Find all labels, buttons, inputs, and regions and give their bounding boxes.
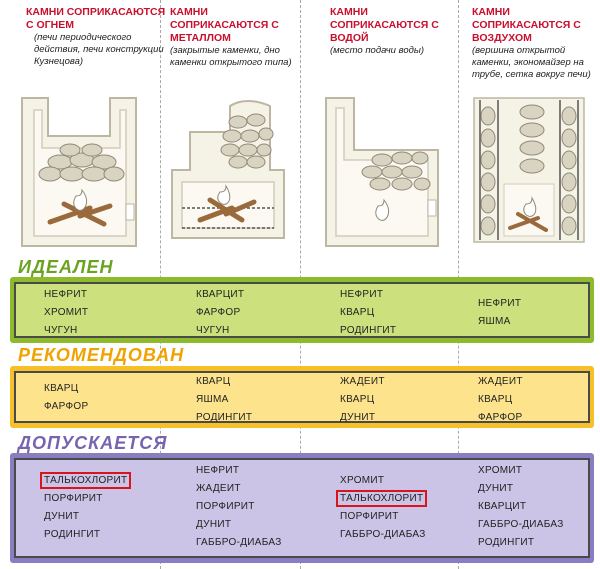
stone-name: ПОРФИРИТ <box>44 493 103 504</box>
stone-name: КВАРЦ <box>44 383 79 394</box>
stone-name: ЖАДЕИТ <box>478 376 523 387</box>
cell-recommended-fire <box>44 380 88 416</box>
cell-ideal-water <box>340 286 396 340</box>
column-title: КАМНИ СОПРИКАСАЮТСЯ С МЕТАЛЛОМ <box>170 6 279 44</box>
column-header-metal <box>170 6 300 69</box>
stone-name: КВАРЦ <box>478 394 513 405</box>
stone-name: КВАРЦ <box>196 376 231 387</box>
stone-name: ФАРФОР <box>478 412 523 423</box>
stone-name: ЖАДЕИТ <box>340 376 385 387</box>
stone-name: РОДИНГИТ <box>196 412 253 423</box>
stone-name: ФАРФОР <box>44 401 89 412</box>
column-header-water <box>330 6 455 57</box>
stone-name: ЯШМА <box>478 316 511 327</box>
cell-recommended-air <box>478 373 523 427</box>
stone-name: ХРОМИТ <box>340 475 385 486</box>
column-note: (вершина открытой каменки, экономайзер на трубе, сетка вокруг печи) <box>472 45 591 80</box>
stone-name: ЧУГУН <box>196 325 230 336</box>
column-title: КАМНИ СОПРИКАСАЮТСЯ С ВОЗДУХОМ <box>472 6 581 44</box>
stone-name: НЕФРИТ <box>44 289 88 300</box>
section-label-ideal: ИДЕАЛЕН <box>18 257 114 277</box>
column-header-air <box>472 6 596 81</box>
stone-name: КВАРЦ <box>340 307 375 318</box>
column-note: (печи периодического действия, печи конструкции Кузнецова) <box>34 32 164 67</box>
stone-name: РОДИНГИТ <box>478 537 535 548</box>
stone-name: ДУНИТ <box>196 519 232 530</box>
stone-name: НЕФРИТ <box>340 289 384 300</box>
stone-name: ЧУГУН <box>44 325 78 336</box>
cell-allowed-water <box>336 472 427 544</box>
highlighted-stone-name: ТАЛЬКОХЛОРИТ <box>40 472 131 489</box>
stone-name: ПОРФИРИТ <box>196 501 255 512</box>
stone-name: РОДИНГИТ <box>340 325 397 336</box>
cell-ideal-fire <box>44 286 88 340</box>
stone-name: ХРОМИТ <box>478 465 523 476</box>
stone-name: ГАББРО-ДИАБАЗ <box>478 519 564 530</box>
stone-name: ДУНИТ <box>478 483 514 494</box>
section-label-allowed: ДОПУСКАЕТСЯ <box>18 433 168 453</box>
stone-name: ЖАДЕИТ <box>196 483 241 494</box>
column-note: (закрытые каменки, дно каменки открытого типа) <box>170 45 292 68</box>
stove-metal-illustration <box>170 96 286 242</box>
cell-allowed-air <box>478 462 564 552</box>
stone-name: ЯШМА <box>196 394 229 405</box>
stone-name: КВАРЦ <box>340 394 375 405</box>
cell-recommended-water <box>340 373 385 427</box>
stone-name: КВАРЦИТ <box>196 289 245 300</box>
highlighted-stone-name: ТАЛЬКОХЛОРИТ <box>336 490 427 507</box>
cell-allowed-fire <box>40 472 131 544</box>
stove-water-illustration <box>324 96 442 250</box>
stone-name: ДУНИТ <box>44 511 80 522</box>
section-label-recommended: РЕКОМЕНДОВАН <box>18 345 185 365</box>
stove-fire-illustration <box>20 96 140 252</box>
stone-name: ДУНИТ <box>340 412 376 423</box>
stone-name: НЕФРИТ <box>196 465 240 476</box>
column-header-fire <box>26 6 171 68</box>
stone-name: ГАББРО-ДИАБАЗ <box>196 537 282 548</box>
stone-name: РОДИНГИТ <box>44 529 101 540</box>
column-title: КАМНИ СОПРИКАСАЮТСЯ С ВОДОЙ <box>330 6 439 44</box>
cell-ideal-air <box>478 295 521 331</box>
stove-air-illustration <box>472 96 586 246</box>
stone-name: ФАРФОР <box>196 307 241 318</box>
stone-name: ПОРФИРИТ <box>340 511 399 522</box>
stone-name: КВАРЦИТ <box>478 501 527 512</box>
column-title: КАМНИ СОПРИКАСАЮТСЯ С ОГНЕМ <box>26 6 166 31</box>
stone-name: ГАББРО-ДИАБАЗ <box>340 529 426 540</box>
cell-allowed-metal <box>196 462 282 552</box>
stone-name: ХРОМИТ <box>44 307 89 318</box>
column-note: (место подачи воды) <box>330 45 425 56</box>
cell-recommended-metal <box>196 373 252 427</box>
stone-name: НЕФРИТ <box>478 298 522 309</box>
cell-ideal-metal <box>196 286 244 340</box>
